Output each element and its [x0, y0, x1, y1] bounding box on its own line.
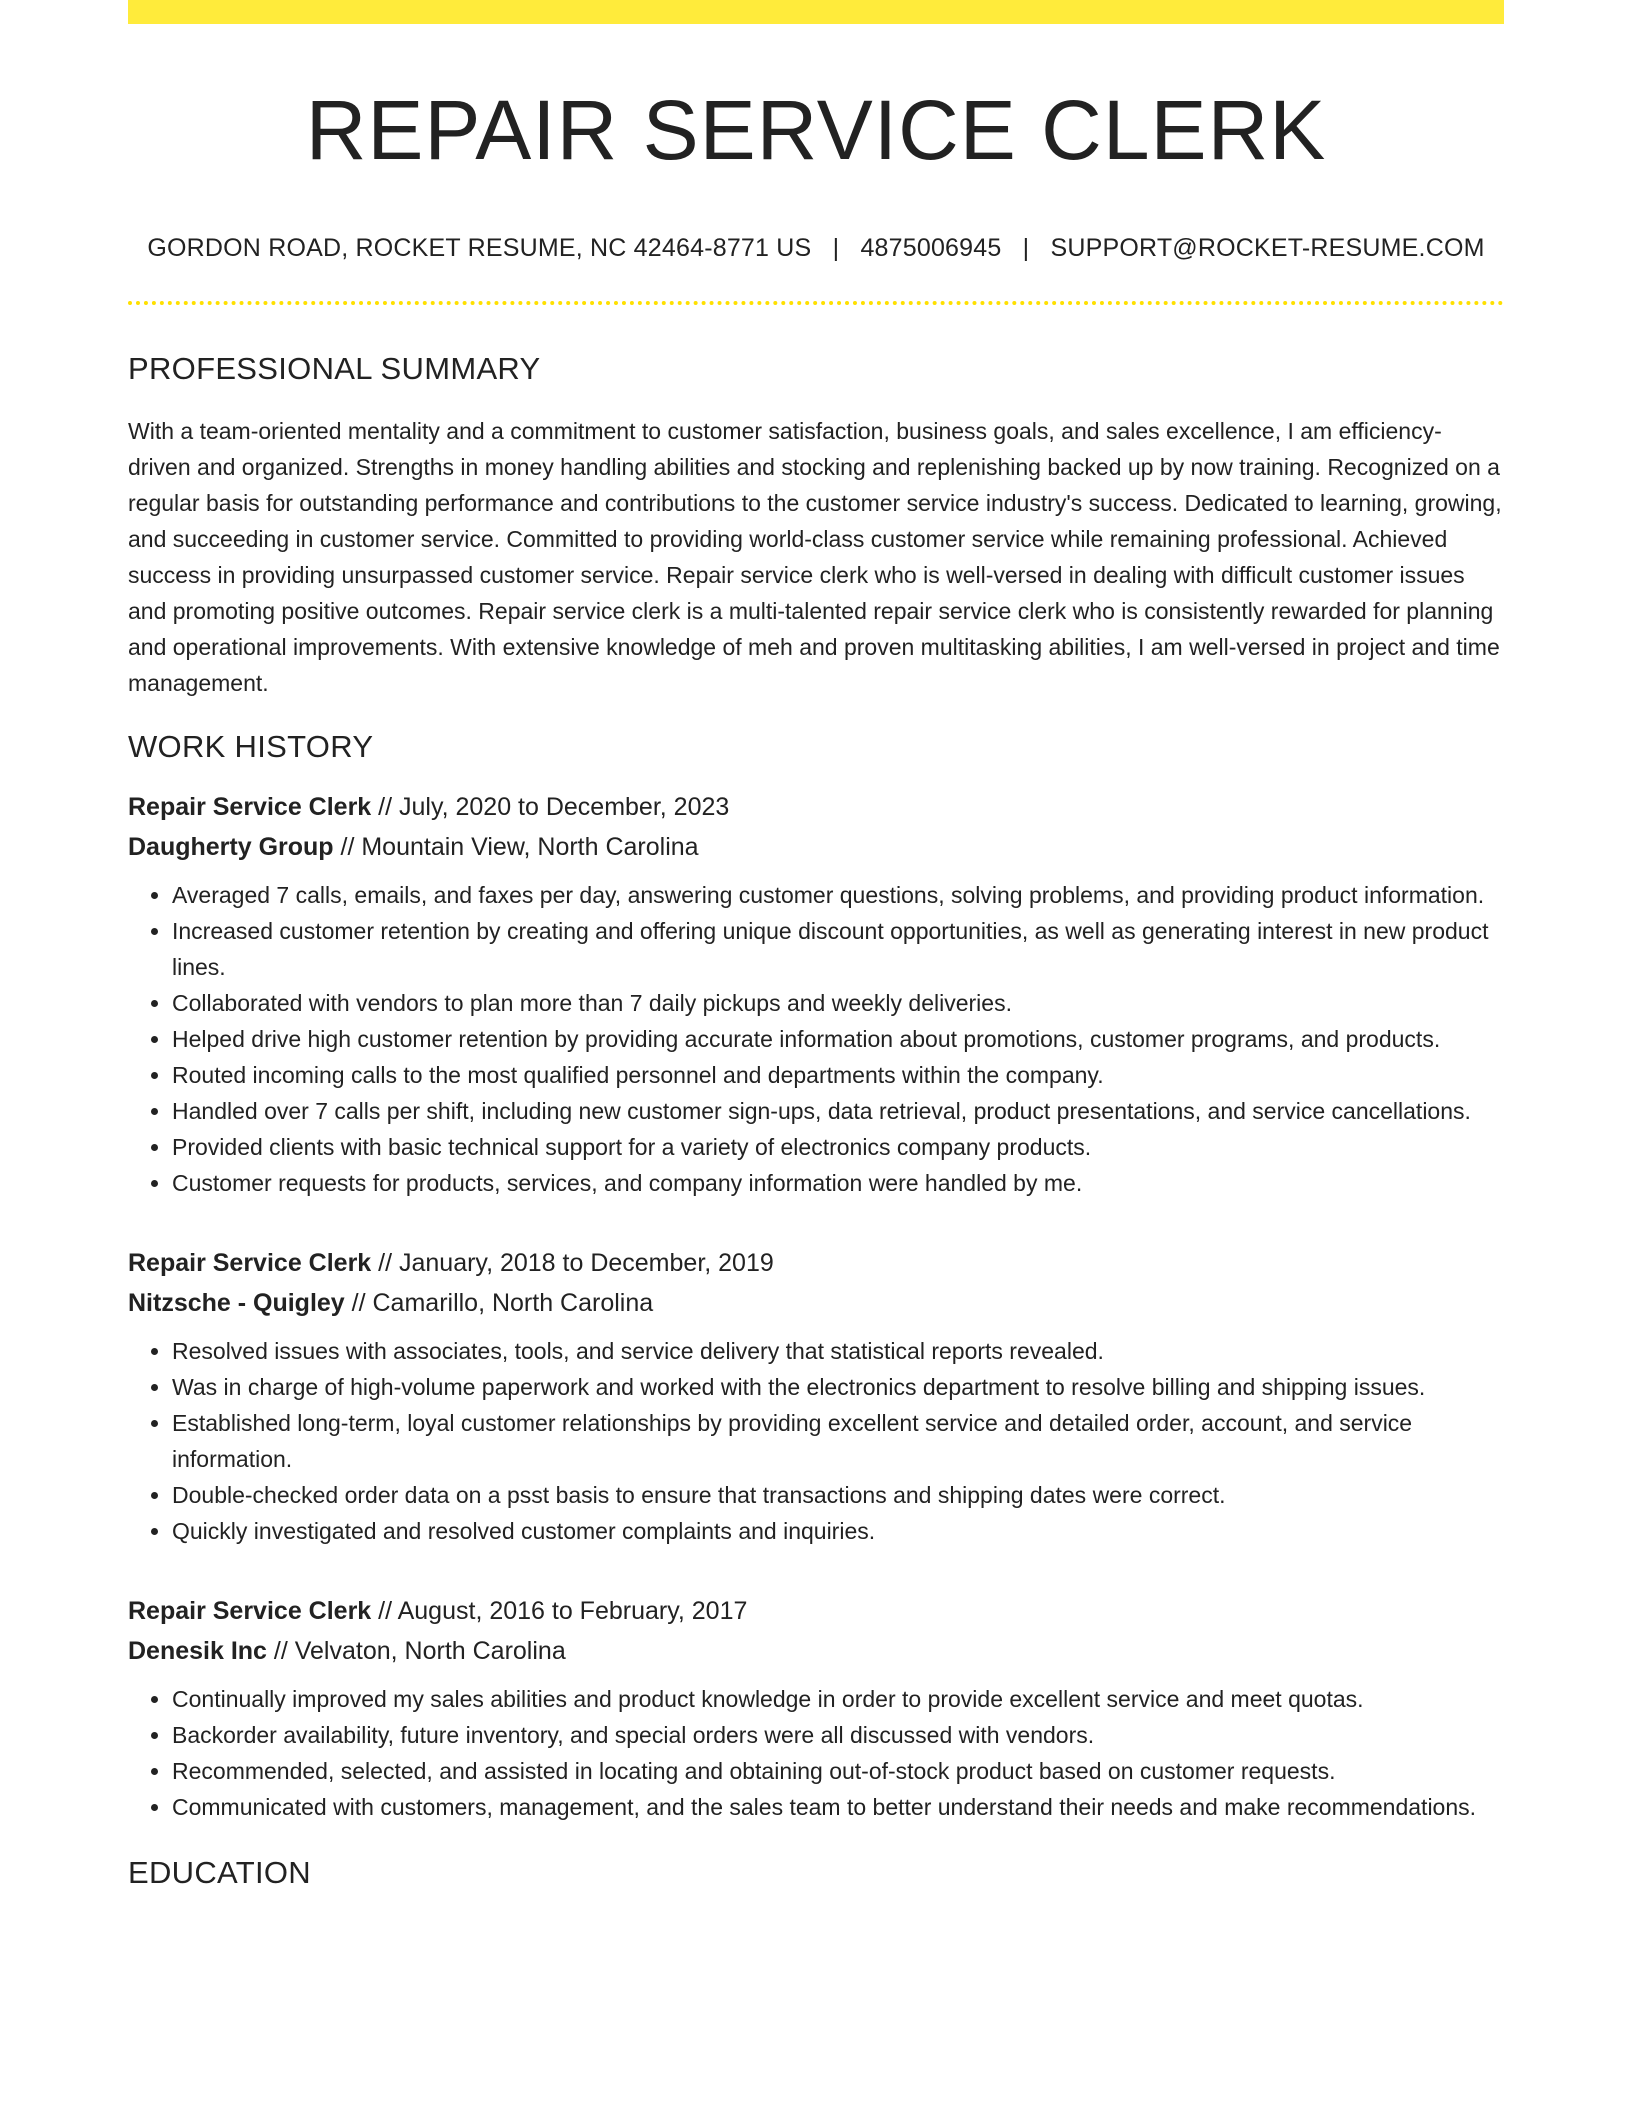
dotted-divider: [128, 301, 1504, 305]
contact-email: SUPPORT@ROCKET-RESUME.COM: [1050, 234, 1485, 263]
bullet-item: • Helped drive high customer retention by providing accurate information about promotions, customer programs, and products.: [172, 1021, 1504, 1057]
bullet-item: • Customer requests for products, services, and company information were handled by me.: [172, 1165, 1504, 1201]
job-dates: // August, 2016 to February, 2017: [371, 1597, 748, 1626]
contact-separator: |: [832, 234, 840, 263]
bullet-item: • Collaborated with vendors to plan more than 7 daily pickups and weekly deliveries.: [172, 985, 1504, 1021]
job-location: // Mountain View, North Carolina: [333, 833, 699, 862]
bullet-item: • Continually improved my sales abilities and product knowledge in order to provide excellent service and meet quotas.: [172, 1681, 1504, 1717]
resume-page: [128, 0, 1504, 1891]
job-bullets: [128, 877, 1504, 1201]
contact-phone: 4875006945: [860, 234, 1002, 263]
job-location: // Camarillo, North Carolina: [344, 1289, 654, 1318]
job-title: Repair Service Clerk: [128, 1597, 372, 1626]
education-heading: EDUCATION: [128, 1855, 311, 1891]
bullet-item: • Increased customer retention by creating and offering unique discount opportunities, as well as generating interest in new product lines.: [172, 913, 1504, 985]
job-entry: [128, 1243, 1504, 1549]
job-title-line: [128, 1591, 1504, 1631]
bullet-item: • Communicated with customers, management, and the sales team to better understand their needs and make recommendations.: [172, 1789, 1504, 1825]
job-dates: // January, 2018 to December, 2019: [371, 1249, 774, 1278]
bullet-item: • Was in charge of high-volume paperwork and worked with the electronics department to resolve billing and shipping issues.: [172, 1369, 1504, 1405]
bullet-item: • Routed incoming calls to the most qualified personnel and departments within the company.: [172, 1057, 1504, 1093]
job-company: Denesik Inc: [128, 1637, 267, 1666]
bullet-item: • Established long-term, loyal customer relationships by providing excellent service and detailed order, account, and service information.: [172, 1405, 1504, 1477]
job-dates: // July, 2020 to December, 2023: [371, 793, 730, 822]
contact-separator: |: [1022, 234, 1030, 263]
job-title: Repair Service Clerk: [128, 793, 372, 822]
job-location: // Velvaton, North Carolina: [266, 1637, 566, 1666]
job-entry: [128, 787, 1504, 1201]
bullet-item: • Double-checked order data on a psst basis to ensure that transactions and shipping dates were correct.: [172, 1477, 1504, 1513]
job-bullets: [128, 1333, 1504, 1549]
job-company-line: [128, 827, 1504, 867]
work-history-list: [128, 787, 1504, 1825]
job-company: Nitzsche - Quigley: [128, 1289, 345, 1318]
bullet-item: • Averaged 7 calls, emails, and faxes per day, answering customer questions, solving problems, and providing product information.: [172, 877, 1504, 913]
bullet-item: • Backorder availability, future inventory, and special orders were all discussed with vendors.: [172, 1717, 1504, 1753]
job-company: Daugherty Group: [128, 833, 334, 862]
job-company-line: [128, 1283, 1504, 1323]
job-title-line: [128, 787, 1504, 827]
job-title: Repair Service Clerk: [128, 1249, 372, 1278]
job-entry: [128, 1591, 1504, 1825]
work-history-heading: WORK HISTORY: [128, 729, 374, 765]
top-accent-bar: [128, 0, 1504, 24]
bullet-item: • Provided clients with basic technical support for a variety of electronics company products.: [172, 1129, 1504, 1165]
job-bullets: [128, 1681, 1504, 1825]
contact-line: [128, 234, 1504, 263]
job-company-line: [128, 1631, 1504, 1671]
contact-address: GORDON ROAD, ROCKET RESUME, NC 42464-8771 US: [147, 234, 812, 263]
job-title-line: [128, 1243, 1504, 1283]
summary-text: With a team-oriented mentality and a commitment to customer satisfaction, business goals, and sales excellence, I am efficiency-driven and organized. Strengths in money handling abilities and stocking and replenishing backed up by now training. Recognized on a regular basis for outstanding performance and contributions to the customer service industry's success. Dedicated to learning, growing, and succeeding in customer service. Committed to providing world-class customer service while remaining professional. Achieved success in providing unsurpassed customer service. Repair service clerk who is well-versed in dealing with difficult customer issues and promoting positive outcomes. Repair service clerk is a multi-talented repair service clerk who is consistently rewarded for planning and operational improvements. With extensive knowledge of meh and proven multitasking abilities, I am well-versed in project and time management.: [128, 418, 1502, 697]
bullet-item: • Resolved issues with associates, tools, and service delivery that statistical reports revealed.: [172, 1333, 1504, 1369]
bullet-item: • Quickly investigated and resolved customer complaints and inquiries.: [172, 1513, 1504, 1549]
page-title: REPAIR SERVICE CLERK: [305, 83, 1327, 177]
bullet-item: • Handled over 7 calls per shift, including new customer sign-ups, data retrieval, product presentations, and service cancellations.: [172, 1093, 1504, 1129]
bullet-item: • Recommended, selected, and assisted in locating and obtaining out-of-stock product based on customer requests.: [172, 1753, 1504, 1789]
summary-heading: PROFESSIONAL SUMMARY: [128, 351, 541, 387]
